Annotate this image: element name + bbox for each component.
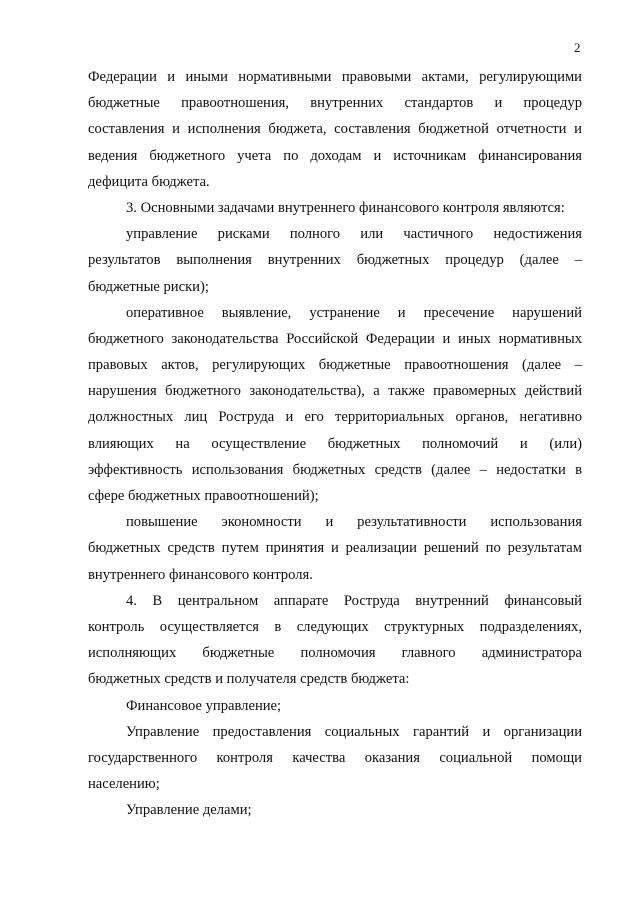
text-line: оперативное выявление, устранение и пресечение нарушений [126,304,582,321]
text-line: правовых актов, регулирующих бюджетные правоотношения (далее – [88,357,582,374]
text-line: ведения бюджетного учета по доходам и источникам финансирования [88,147,582,164]
text-line: бюджетные правоотношения, внутренних стандартов и процедур [88,95,582,112]
text-line: влияющих на осуществление бюджетных полномочий и (или) [88,435,582,452]
text-line: Федерации и иными нормативными правовыми актами, регулирующими [88,69,582,85]
text-line: эффективность использования бюджетных средств (далее – недостатки в [88,461,582,478]
text-line: бюджетных средств и получателя средств бюджета: [88,671,410,688]
text-line: контроль осуществляется в следующих структурных подразделениях, [88,618,582,635]
text-line: Финансовое управление; [126,697,282,714]
page-number: 2 [574,40,581,55]
text-line: повышение экономности и результативности использования [126,514,582,531]
text-line: нарушения бюджетного законодательства), а также правомерных действий [88,383,582,400]
text-line: бюджетные риски); [88,278,209,295]
text-line: бюджетного законодательства Российской Федерации и иных нормативных [88,330,582,347]
text-line: населению; [88,776,160,793]
text-line: исполняющих бюджетные полномочия главного администратора [88,645,582,662]
text-line: управление рисками полного или частичного недостижения [126,226,582,243]
text-line: дефицита бюджета. [88,173,210,190]
text-line: 3. Основными задачами внутреннего финансового контроля являются: [126,199,565,216]
text-line: внутреннего финансового контроля. [88,566,313,583]
text-line: должностных лиц Роструда и его территориальных органов, негативно [88,409,582,426]
text-line: составления и исполнения бюджета, составления бюджетной отчетности и [88,121,582,138]
text-line: бюджетных средств путем принятия и реализации решений по результатам [88,540,582,557]
text-line: результатов выполнения внутренних бюджетных процедур (далее – [88,252,582,269]
text-line: сфере бюджетных правоотношений); [88,488,319,504]
text-line: государственного контроля качества оказания социальной помощи [88,749,582,766]
text-line: Управление предоставления социальных гарантий и организации [126,723,582,740]
text-line: Управление делами; [126,802,252,819]
text-line: 4. В центральном аппарате Роструда внутренний финансовый [126,592,582,609]
document-body [88,64,582,823]
